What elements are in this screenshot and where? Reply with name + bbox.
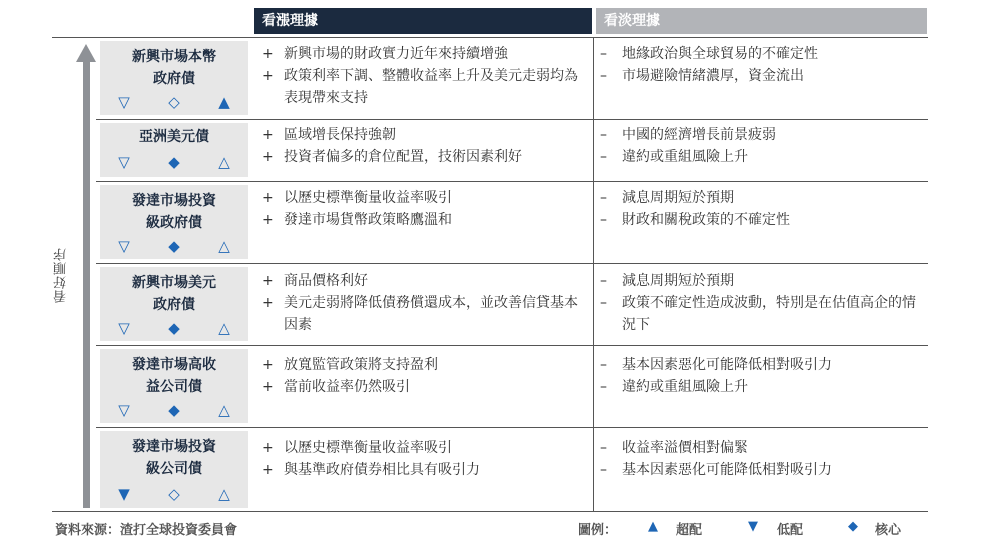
overweight-legend-icon: ▲ [648, 519, 658, 534]
bull-point-text: 商品價格利好 [284, 273, 368, 289]
row-divider [96, 345, 928, 346]
asset-name-line: 級政府債 [146, 215, 202, 231]
asset-name-line: 發達市場高收 [132, 357, 216, 373]
plus-icon: + [262, 149, 274, 165]
row-divider [96, 427, 928, 428]
plus-icon: + [262, 295, 274, 311]
preference-axis-label: 看好順序 [54, 247, 69, 303]
bull-point-text: 當前收益率仍然吸引 [284, 379, 410, 395]
plus-icon: + [262, 46, 274, 62]
plus-icon: + [262, 273, 274, 289]
underweight-hollow-icon: ▽ [118, 319, 130, 337]
source-note: 資料來源：渣打全球投資委員會 [55, 523, 238, 538]
bull-points [262, 270, 587, 336]
plus-icon: + [262, 462, 274, 478]
bear-point-text: 收益率溢價相對偏緊 [622, 440, 748, 456]
bear-point-text: 地緣政治與全球貿易的不確定性 [622, 46, 818, 62]
bear-point-text: 市場避險情緒濃厚，資金流出 [622, 68, 804, 84]
row-divider [96, 263, 928, 264]
bull-point-text: 區域增長保持強韌 [284, 127, 396, 143]
minus-icon: – [600, 462, 607, 478]
row-divider [96, 119, 928, 120]
plus-icon: + [262, 127, 274, 143]
bear-points [600, 354, 925, 398]
bear-point [600, 43, 925, 65]
bear-point [600, 65, 925, 87]
bull-point [262, 146, 587, 168]
minus-icon: – [600, 46, 607, 62]
underweight-hollow-icon: ▽ [118, 153, 130, 171]
core-filled-icon: ◆ [168, 153, 180, 171]
bear-point-text: 基本因素惡化可能降低相對吸引力 [622, 462, 832, 478]
bear-point [600, 187, 925, 209]
bull-points [262, 437, 587, 481]
bear-point-text: 中國的經濟增長前景疲弱 [622, 127, 776, 143]
asset-name [100, 436, 248, 480]
asset-name-line: 亞洲美元債 [139, 129, 209, 145]
minus-icon: – [600, 127, 607, 143]
overweight-hollow-icon: △ [218, 319, 230, 337]
underweight-legend-icon: ▼ [748, 519, 758, 534]
asset-name-line: 新興市場美元 [132, 275, 216, 291]
bull-point-text: 放寬監管政策將支持盈利 [284, 357, 438, 373]
bear-point-text: 減息周期短於預期 [622, 273, 734, 289]
minus-icon: – [600, 379, 607, 395]
bull-point [262, 292, 587, 336]
bear-point-text: 違約或重組風險上升 [622, 149, 748, 165]
plus-icon: + [262, 357, 274, 373]
asset-label-box [100, 185, 248, 259]
bull-points [262, 187, 587, 231]
bull-point-text: 美元走弱將降低債務償還成本，並改善信貸基本因素 [284, 295, 578, 333]
minus-icon: – [600, 440, 607, 456]
overweight-hollow-icon: △ [218, 401, 230, 419]
bear-point-text: 政策不確定性造成波動，特別是在估值高企的情況下 [622, 295, 916, 333]
bear-points [600, 43, 925, 87]
asset-name [100, 190, 248, 234]
bear-point-text: 基本因素惡化可能降低相對吸引力 [622, 357, 832, 373]
bear-point [600, 437, 925, 459]
plus-icon: + [262, 68, 274, 84]
asset-label-box [100, 123, 248, 177]
minus-icon: – [600, 273, 607, 289]
plus-icon: + [262, 190, 274, 206]
asset-name-line: 發達市場投資 [132, 439, 216, 455]
plus-icon: + [262, 212, 274, 228]
asset-name [100, 46, 248, 90]
core-filled-icon: ◆ [168, 401, 180, 419]
bull-point [262, 187, 587, 209]
bear-points [600, 437, 925, 481]
asset-name-line: 級公司債 [146, 461, 202, 477]
bull-points [262, 354, 587, 398]
bottom-divider [52, 511, 928, 512]
bull-points [262, 43, 587, 109]
asset-name-line: 政府債 [153, 71, 195, 87]
bear-point-text: 財政和關稅政策的不確定性 [622, 212, 790, 228]
column-divider [593, 37, 594, 511]
core-hollow-icon: ◇ [168, 485, 180, 503]
row-divider [96, 181, 928, 182]
asset-name-line: 益公司債 [146, 379, 202, 395]
overweight-filled-icon: ▲ [218, 93, 230, 111]
bull-point [262, 209, 587, 231]
underweight-hollow-icon: ▽ [118, 237, 130, 255]
overweight-hollow-icon: △ [218, 237, 230, 255]
bull-point-text: 發達市場貨幣政策略鷹溫和 [284, 212, 452, 228]
overweight-hollow-icon: △ [218, 153, 230, 171]
bear-point [600, 354, 925, 376]
underweight-hollow-icon: ▽ [118, 93, 130, 111]
top-divider [52, 37, 928, 38]
asset-name [100, 272, 248, 316]
asset-name-line: 發達市場投資 [132, 193, 216, 209]
asset-name [100, 354, 248, 398]
underweight-legend-label: 低配 [777, 523, 804, 538]
bull-point [262, 270, 587, 292]
minus-icon: – [600, 190, 607, 206]
bull-point [262, 376, 587, 398]
bear-point [600, 270, 925, 292]
bear-point [600, 209, 925, 231]
minus-icon: – [600, 212, 607, 228]
asset-label-box [100, 349, 248, 423]
asset-name-line: 新興市場本幣 [132, 49, 216, 65]
bear-points [600, 187, 925, 231]
bull-case-header: 看漲理據 [254, 8, 592, 34]
bull-point-text: 以歷史標準衡量收益率吸引 [284, 190, 452, 206]
bear-point [600, 146, 925, 168]
bull-point [262, 124, 587, 146]
minus-icon: – [600, 68, 607, 84]
plus-icon: + [262, 379, 274, 395]
minus-icon: – [600, 357, 607, 373]
bear-points [600, 270, 925, 336]
overweight-hollow-icon: △ [218, 485, 230, 503]
asset-label-box [100, 267, 248, 341]
bull-point [262, 65, 587, 109]
preference-axis-bar [83, 60, 90, 508]
bear-point-text: 違約或重組風險上升 [622, 379, 748, 395]
bull-point [262, 43, 587, 65]
bull-point [262, 459, 587, 481]
minus-icon: – [600, 295, 607, 311]
bear-points [600, 124, 925, 168]
bull-point-text: 以歷史標準衡量收益率吸引 [284, 440, 452, 456]
asset-name [100, 126, 248, 148]
bear-point [600, 124, 925, 146]
bull-point-text: 政策利率下調、整體收益率上升及美元走弱均為表現帶來支持 [284, 68, 578, 106]
plus-icon: + [262, 440, 274, 456]
core-hollow-icon: ◇ [168, 93, 180, 111]
asset-label-box [100, 41, 248, 115]
bull-point [262, 437, 587, 459]
bull-point [262, 354, 587, 376]
asset-name-line: 政府債 [153, 297, 195, 313]
underweight-filled-icon: ▼ [118, 485, 130, 503]
bear-point [600, 459, 925, 481]
bear-point [600, 376, 925, 398]
overweight-legend-label: 超配 [676, 523, 703, 538]
core-filled-icon: ◆ [168, 319, 180, 337]
core-filled-icon: ◆ [168, 237, 180, 255]
bull-point-text: 新興市場的財政實力近年來持續增強 [284, 46, 508, 62]
core-legend-icon: ◆ [848, 519, 858, 534]
bull-points [262, 124, 587, 168]
bear-point [600, 292, 925, 336]
bull-point-text: 與基準政府債券相比具有吸引力 [284, 462, 480, 478]
bear-case-header: 看淡理據 [596, 8, 927, 34]
core-legend-label: 核心 [875, 523, 902, 538]
underweight-hollow-icon: ▽ [118, 401, 130, 419]
bear-point-text: 減息周期短於預期 [622, 190, 734, 206]
asset-label-box [100, 431, 248, 508]
minus-icon: – [600, 149, 607, 165]
bull-point-text: 投資者偏多的倉位配置，技術因素利好 [284, 149, 522, 165]
legend-title: 圖例： [578, 523, 618, 538]
